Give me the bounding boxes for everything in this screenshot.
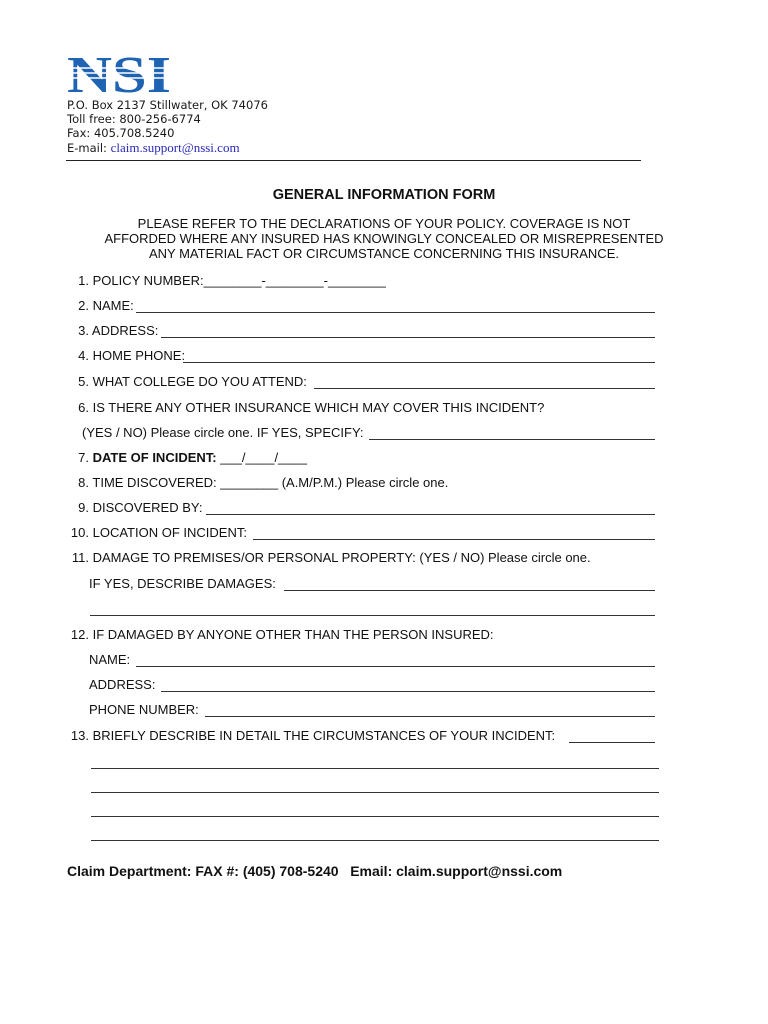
question-number: 7. <box>78 450 89 465</box>
home-phone-field[interactable] <box>183 350 655 363</box>
question-number: 8. <box>78 475 89 490</box>
question-location <box>68 525 247 540</box>
question-policy-number <box>68 273 386 288</box>
intro-text <box>90 216 678 261</box>
question-home-phone <box>68 348 185 363</box>
question-other-insurance <box>68 400 544 415</box>
describe-damages-field-2[interactable] <box>90 603 655 616</box>
intro-line: PLEASE REFER TO THE DECLARATIONS OF YOUR POLICY. COVERAGE IS NOT <box>137 216 631 231</box>
toll-free-line: Toll free: 800-256-6774 <box>67 112 201 127</box>
circumstances-line-3[interactable] <box>91 804 659 817</box>
circumstances-line-4[interactable] <box>91 828 659 841</box>
question-college <box>68 374 307 389</box>
other-name-field[interactable] <box>136 654 655 667</box>
question-address <box>68 323 158 338</box>
question-number: 9. <box>78 500 89 515</box>
college-field[interactable] <box>314 376 655 389</box>
name-label: NAME: <box>92 298 134 313</box>
other-name-label: NAME: <box>89 652 131 667</box>
email-line <box>67 141 268 155</box>
question-number: 6. <box>78 400 89 415</box>
describe-damages-label: IF YES, DESCRIBE DAMAGES: <box>89 576 276 591</box>
question-number: 13. <box>70 728 89 743</box>
question-number: 5. <box>78 374 89 389</box>
other-insurance-sub <box>82 425 364 440</box>
describe-damages-row <box>89 576 276 591</box>
other-phone-row <box>89 702 199 717</box>
address-label: ADDRESS: <box>91 323 159 338</box>
other-address-field[interactable] <box>161 679 655 692</box>
question-number: 12. <box>70 627 89 642</box>
question-time-discovered <box>68 475 448 490</box>
claim-department-footer: Claim Department: FAX #: (405) 708-5240 Email: claim.support@nssi.com <box>67 863 563 879</box>
question-number: 2. <box>78 298 89 313</box>
intro-line: AFFORDED WHERE ANY INSURED HAS KNOWINGLY CONCEALED OR MISREPRESENTED <box>104 231 664 246</box>
logo-text: NSI <box>67 50 171 96</box>
time-discovered-label[interactable]: TIME DISCOVERED: ________ (A.M/P.M.) Please circle one. <box>92 475 449 490</box>
other-insurance-label: IS THERE ANY OTHER INSURANCE WHICH MAY COVER THIS INCIDENT? <box>92 400 545 415</box>
question-discovered-by <box>68 500 202 515</box>
describe-circumstances-label: BRIEFLY DESCRIBE IN DETAIL THE CIRCUMSTANCES OF YOUR INCIDENT: <box>92 728 556 743</box>
discovered-by-field[interactable] <box>206 502 655 515</box>
date-of-incident-field[interactable]: ___/____/____ <box>216 450 307 465</box>
other-insurance-field[interactable] <box>369 427 655 440</box>
question-name <box>68 298 134 313</box>
question-number: 11. <box>71 550 89 565</box>
discovered-by-label: DISCOVERED BY: <box>92 500 203 515</box>
other-address-label: ADDRESS: <box>89 677 156 692</box>
email-link[interactable]: claim.support@nssi.com <box>110 139 240 155</box>
question-damaged-by-other <box>68 627 494 642</box>
circumstances-field[interactable] <box>569 730 655 743</box>
email-label: E-mail: <box>67 140 111 155</box>
location-label: LOCATION OF INCIDENT: <box>92 525 247 540</box>
intro-line: ANY MATERIAL FACT OR CIRCUMSTANCE CONCERNING THIS INSURANCE. <box>149 246 619 261</box>
damaged-by-other-label: IF DAMAGED BY ANYONE OTHER THAN THE PERSON INSURED: <box>92 627 494 642</box>
question-damage <box>68 550 591 565</box>
other-address-row <box>89 677 155 692</box>
other-insurance-specify-label: (YES / NO) Please circle one. IF YES, SPECIFY: <box>82 425 364 440</box>
question-number: 3. <box>78 323 89 338</box>
fax-line: Fax: 405.708.5240 <box>67 126 175 141</box>
header-divider <box>66 160 641 161</box>
damage-label: DAMAGE TO PREMISES/OR PERSONAL PROPERTY: (YES / NO) Please circle one. <box>92 550 591 565</box>
college-label: WHAT COLLEGE DO YOU ATTEND: <box>92 374 307 389</box>
circumstances-line-2[interactable] <box>91 780 659 793</box>
address-block <box>67 98 268 155</box>
describe-damages-field[interactable] <box>284 578 655 591</box>
form-title: GENERAL INFORMATION FORM <box>272 187 496 203</box>
question-date-of-incident <box>68 450 307 465</box>
address-field[interactable] <box>161 325 655 338</box>
home-phone-label: HOME PHONE: <box>92 348 186 363</box>
question-number: 1. <box>78 273 89 288</box>
name-field[interactable] <box>136 300 655 313</box>
date-of-incident-label: DATE OF INCIDENT: <box>92 450 217 465</box>
other-phone-field[interactable] <box>205 704 655 717</box>
question-describe-circumstances <box>68 728 555 743</box>
circumstances-line-1[interactable] <box>91 756 659 769</box>
location-field[interactable] <box>253 527 655 540</box>
other-name-row <box>89 652 130 667</box>
nsi-logo <box>67 50 173 96</box>
policy-number-label[interactable]: POLICY NUMBER:________-________-________ <box>92 273 386 288</box>
other-phone-label: PHONE NUMBER: <box>89 702 199 717</box>
question-number: 4. <box>78 348 89 363</box>
address-line: P.O. Box 2137 Stillwater, OK 74076 <box>67 98 268 112</box>
question-number: 10. <box>70 525 89 540</box>
